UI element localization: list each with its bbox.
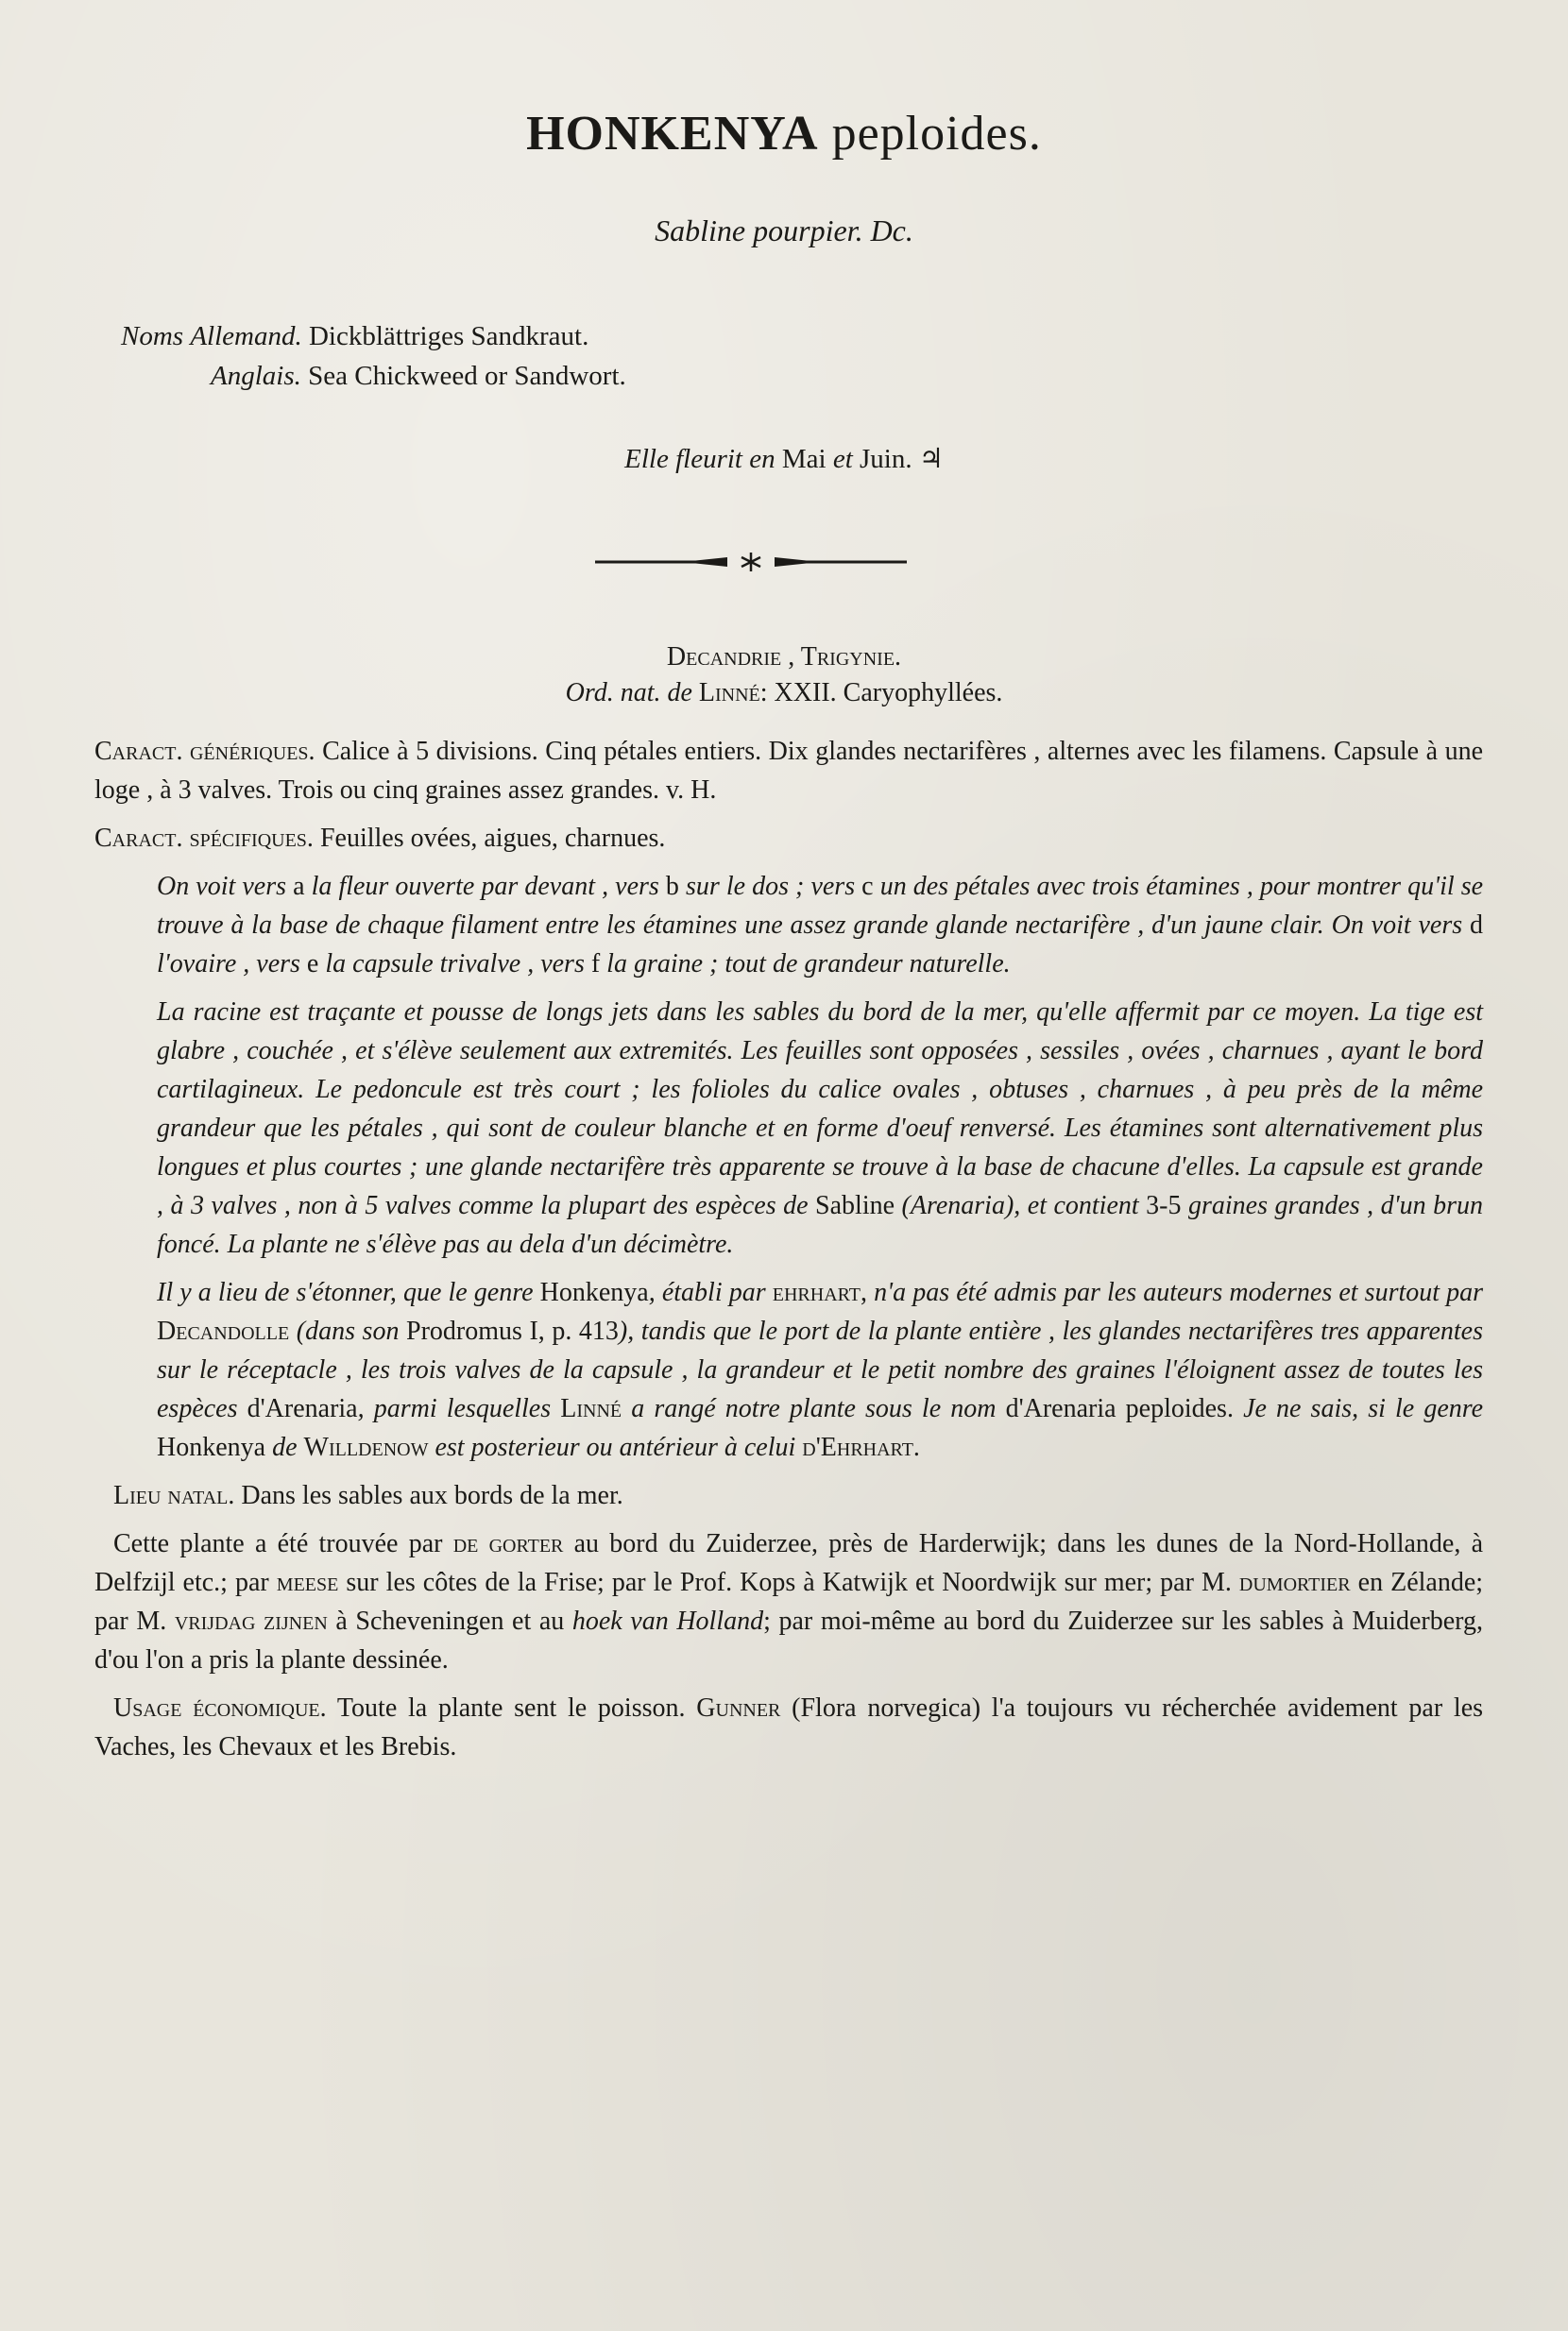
common-name-english-row: [121, 356, 626, 396]
specific-chars-text: Feuilles ovées, aigues, charnues.: [319, 824, 666, 853]
fig-text: sur le dos ; vers: [685, 872, 856, 901]
main-text: [94, 732, 1483, 1776]
remark-author: Linné: [560, 1394, 622, 1423]
economic-use: [94, 1689, 1483, 1766]
common-name-german-row: [121, 316, 626, 356]
remark-text: n'a pas été admis par les auteurs modernes et surtout par: [874, 1278, 1484, 1307]
desc-text: La racine est traçante et pousse de longs jets dans les sables du bord de la mer, qu'elle affermit par ce moyen. La tige est glabre , couchée , et s'élève seulement aux extremités. Les feuilles sont opposées , sessiles , ovées , charnues , ayant le bord cartilagineux. Le pedoncule est très court ; les folioles du calice ovales , obtuses , charnues , à peu près de la même grandeur que les pétales , qui sont de couleur blanche et en forme d'oeuf renversé. Les étamines sont alternativement plus longues et plus courtes ; une glande nectarifère très apparente se trouve à la base de chacune d'elles. La capsule est grande , à 3 valves , non à 5 valves comme la plupart des espèces de: [157, 997, 1483, 1220]
flowering-time: [0, 442, 1568, 475]
remark-roman: Honkenya: [539, 1278, 649, 1307]
flowering-text-b: en: [749, 444, 775, 474]
loc-text: au bord du Zuiderzee, près de Harderwijk; dans les dunes de la Nord-Hollande, à Delfzijl etc.; par: [94, 1529, 1484, 1597]
classification-line-1: [0, 642, 1568, 672]
specific-chars-lead: Caract. spécifiques.: [94, 824, 314, 853]
fig-text: la capsule trivalve , vers: [325, 949, 585, 978]
desc-text: Arenaria: [910, 1191, 1005, 1220]
usage-text: (Flora norvegica) l'a toujours vu récherchée avidement par les Vaches, les Chevaux et les Brebis.: [94, 1693, 1484, 1761]
desc-text: graines grandes , d'un brun foncé. La plante ne s'élève pas au dela d'un décimètre.: [157, 1191, 1484, 1259]
fig-letter: e: [306, 949, 319, 978]
collector-name: meese: [276, 1568, 339, 1597]
remark-author: ehrhart,: [772, 1278, 868, 1307]
flowering-text-d: et: [832, 444, 853, 474]
desc-roman: 3-5: [1146, 1191, 1182, 1220]
classification-line-2: [0, 678, 1568, 708]
generic-chars-text: Calice à 5 divisions. Cinq pétales entiers. Dix glandes nectarifères , alternes avec les filamens. Capsule à une loge , à 3 valves. Trois ou cinq graines assez grandes. v. H.: [94, 737, 1483, 805]
english-name: Sea Chickweed or Sandwort.: [308, 361, 626, 391]
fig-letter: a: [293, 872, 305, 901]
flowering-month-1: Mai: [781, 444, 827, 474]
taxonomic-remark: [157, 1273, 1483, 1467]
remark-roman: Prodromus I, p. 413: [406, 1317, 619, 1346]
german-name: Dickblättriges Sandkraut.: [308, 321, 589, 351]
remark-text: , parmi lesquelles: [357, 1394, 552, 1423]
collector-name: dumortier: [1238, 1568, 1351, 1597]
perennial-symbol: ♃: [918, 444, 944, 474]
linne-name: Linné: [698, 678, 760, 707]
usage-author: Gunner: [696, 1693, 781, 1723]
generic-chars-lead: Caract. génériques.: [94, 737, 315, 766]
specific-characters: [94, 819, 1483, 858]
collector-name: vrijdag zijnen: [174, 1607, 328, 1636]
remark-text: a rangé notre plante sous le nom: [631, 1394, 997, 1423]
page-title: [0, 106, 1568, 162]
fig-letter: b: [665, 872, 679, 901]
flowering-month-2: Juin.: [860, 444, 912, 474]
generic-characters: [94, 732, 1483, 809]
linnaean-class: Decandrie , Trigynie.: [666, 642, 902, 672]
french-name: Sabline pourpier. Dc.: [655, 213, 913, 247]
habitat: [94, 1476, 1483, 1515]
remark-author: d'Ehrhart.: [802, 1433, 920, 1462]
remark-text: Je ne sais, si le genre: [1243, 1394, 1484, 1423]
loc-text: sur les côtes de la Frise; par le Prof. Kops à Katwijk et Noordwijk sur mer; par M.: [346, 1568, 1232, 1597]
title-species: peploides.: [831, 107, 1042, 161]
loc-text: Cette plante a été trouvée par: [113, 1529, 443, 1558]
fig-text: la graine ; tout de grandeur naturelle.: [606, 949, 1011, 978]
fig-text: On voit vers: [157, 872, 286, 901]
fig-text: l'ovaire , vers: [157, 949, 300, 978]
habitat-lead: Lieu natal.: [113, 1481, 235, 1510]
natural-order: : XXII. Caryophyllées.: [759, 678, 1003, 707]
remark-text: est posterieur ou antérieur à celui: [435, 1433, 796, 1462]
remark-text: (dans son: [296, 1317, 400, 1346]
loc-text: en Zélande; par M.: [94, 1568, 1484, 1636]
usage-text: Toute la plante sent le poisson.: [336, 1693, 686, 1723]
collector-name: de gorter: [452, 1529, 564, 1558]
remark-roman: d'Arenaria: [247, 1394, 358, 1423]
ornament-divider-icon: [595, 550, 907, 574]
title-genus: HONKENYA: [526, 107, 819, 161]
desc-roman: Sabline: [815, 1191, 895, 1220]
localities: [94, 1524, 1483, 1679]
figure-explanation: [157, 867, 1483, 983]
usage-lead: Usage économique.: [113, 1693, 327, 1723]
place-name: hoek van Holland: [571, 1607, 764, 1636]
desc-text: ), et contient: [1004, 1191, 1139, 1220]
fig-text: un des pétales avec trois étamines , pour montrer qu'il se trouve à la base de chaque filament entre les étamines une assez grande glande nectarifère , d'un jaune clair. On voit vers: [157, 872, 1484, 940]
remark-roman: d'Arenaria peploides.: [1005, 1394, 1234, 1423]
common-names: [121, 316, 626, 396]
flowering-text-a: Elle fleurit: [624, 444, 742, 474]
fig-letter: c: [861, 872, 874, 901]
names-label: Noms: [121, 321, 184, 351]
remark-author: Willdenow: [303, 1433, 429, 1462]
german-lang-label: Allemand.: [190, 321, 302, 351]
fig-letter: d: [1470, 910, 1483, 940]
fig-text: la fleur ouverte par devant , vers: [311, 872, 659, 901]
remark-text: de: [272, 1433, 298, 1462]
ord-nat-label: Ord. nat. de: [565, 678, 692, 707]
remark-text: Il y a lieu de s'étonner, que le genre: [157, 1278, 534, 1307]
remark-author: Decandolle: [157, 1317, 290, 1346]
remark-text: ), tandis que le port de la plante entière , les glandes nectarifères tres apparentes sur le réceptacle , les trois valves de la capsule , la grandeur et le petit nombre des graines l'éloignent assez de toutes les espèces: [157, 1317, 1483, 1423]
loc-text: à Scheveningen et au: [335, 1607, 565, 1636]
remark-text: , établi par: [648, 1278, 766, 1307]
fig-letter: f: [590, 949, 601, 978]
loc-text: ; par moi-même au bord du Zuiderzee sur les sables à Muiderberg, d'ou l'on a pris la plante dessinée.: [94, 1607, 1483, 1675]
remark-roman: Honkenya: [157, 1433, 266, 1462]
english-lang-label: Anglais.: [211, 361, 301, 391]
plant-description: [157, 993, 1483, 1264]
habitat-text: Dans les sables aux bords de la mer.: [241, 1481, 623, 1510]
desc-text: (: [901, 1191, 911, 1220]
